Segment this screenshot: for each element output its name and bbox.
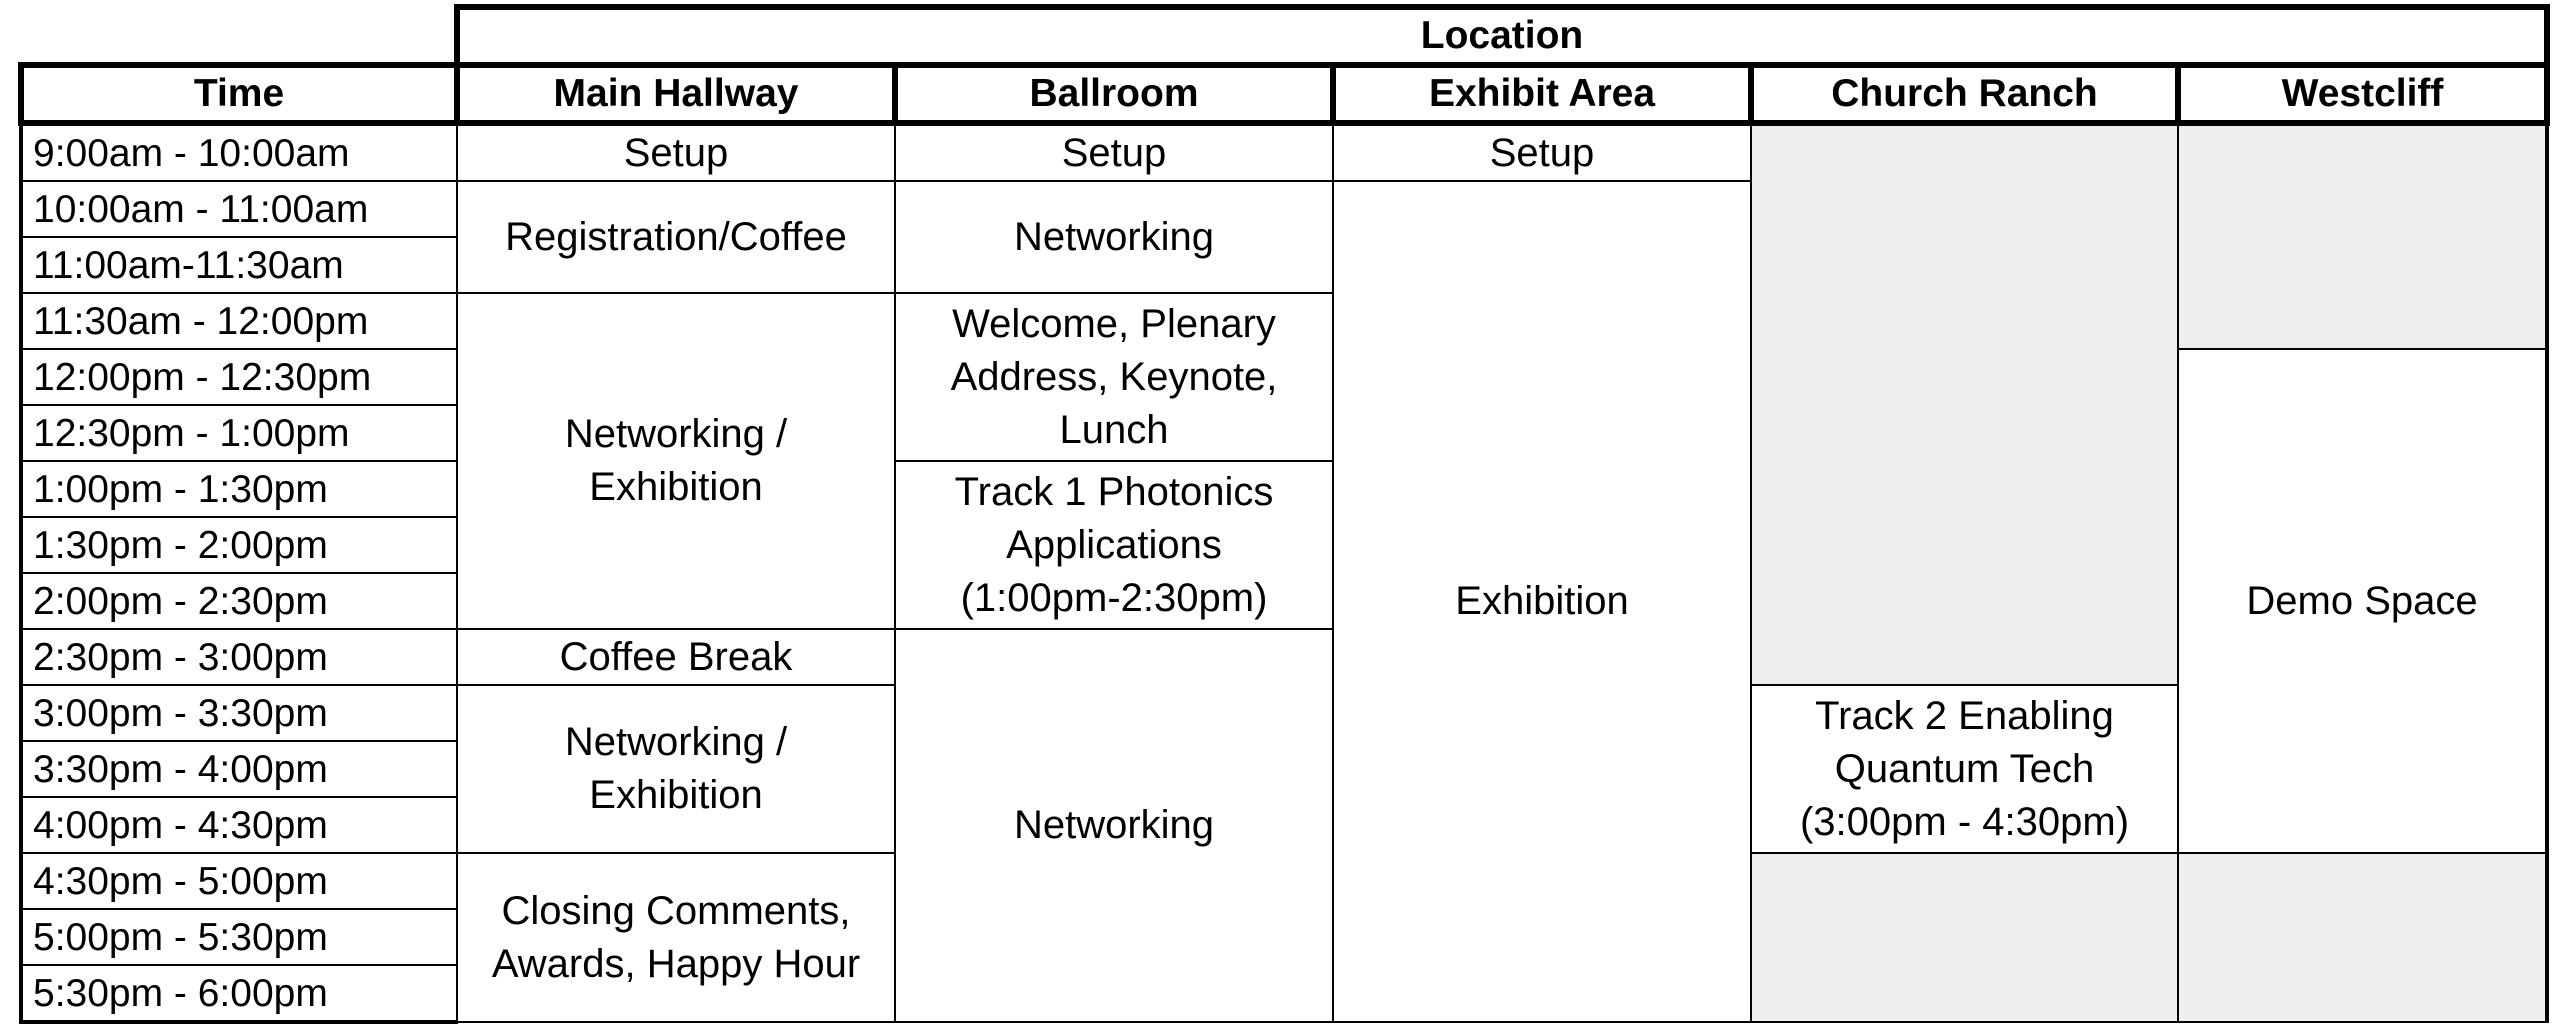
time-cell: 5:00pm - 5:30pm: [21, 909, 457, 965]
ballroom-header: Ballroom: [895, 65, 1333, 123]
time-cell: 3:30pm - 4:00pm: [21, 741, 457, 797]
westcliff-unused-top: [2178, 123, 2547, 349]
ballroom-track-1: [895, 461, 1333, 629]
time-cell: 11:00am-11:30am: [21, 237, 457, 293]
table-row: [21, 123, 2547, 181]
event-label: Networking / Exhibition: [564, 720, 788, 817]
time-cell: 1:00pm - 1:30pm: [21, 461, 457, 517]
exhibit-area-header: Exhibit Area: [1333, 65, 1751, 123]
ballroom-networking-afternoon: [895, 629, 1333, 1022]
church-ranch-header: Church Ranch: [1751, 65, 2178, 123]
time-cell: 4:00pm - 4:30pm: [21, 797, 457, 853]
exhibit-area-exhibition: [1333, 181, 1751, 1022]
time-cell: 10:00am - 11:00am: [21, 181, 457, 237]
main-hallway-closing: [457, 853, 895, 1022]
time-cell: 2:30pm - 3:00pm: [21, 629, 457, 685]
location-header: Location: [457, 7, 2547, 65]
westcliff-header: Westcliff: [2178, 65, 2547, 123]
event-label: Closing Comments, Awards, Happy Hour: [491, 888, 861, 986]
header-row-location: [21, 7, 2547, 65]
event-label: Networking / Exhibition: [564, 412, 788, 509]
time-cell: 12:00pm - 12:30pm: [21, 349, 457, 405]
time-cell: 11:30am - 12:00pm: [21, 293, 457, 349]
event-label: Networking: [1013, 803, 1215, 847]
header-row-columns: [21, 65, 2547, 123]
time-cell: 2:00pm - 2:30pm: [21, 573, 457, 629]
time-cell: 12:30pm - 1:00pm: [21, 405, 457, 461]
exhibit-area-setup: Setup: [1333, 123, 1751, 181]
ballroom-setup: Setup: [895, 123, 1333, 181]
church-ranch-unused-bottom: [1751, 853, 2178, 1022]
main-hallway-setup: Setup: [457, 123, 895, 181]
ballroom-networking-morning: [895, 181, 1333, 293]
corner-cell: [21, 7, 457, 65]
time-header: Time: [21, 65, 457, 123]
main-hallway-coffee-break: Coffee Break: [457, 629, 895, 685]
event-label: Track 1 Photonics Applications (1:00pm-2:30pm): [954, 469, 1274, 620]
main-hallway-networking-midday: [457, 293, 895, 629]
main-hallway-header: Main Hallway: [457, 65, 895, 123]
event-label: Welcome, Plenary Address, Keynote, Lunch: [950, 301, 1278, 452]
westcliff-demo-space: [2178, 349, 2547, 853]
time-cell: 4:30pm - 5:00pm: [21, 853, 457, 909]
event-label: Registration/Coffee: [505, 214, 847, 259]
time-cell: 3:00pm - 3:30pm: [21, 685, 457, 741]
westcliff-unused-bottom: [2178, 853, 2547, 1022]
church-ranch-unused-top: [1751, 123, 2178, 685]
schedule-table: [18, 4, 2550, 1024]
event-label: Demo Space: [2246, 578, 2478, 623]
time-cell: 5:30pm - 6:00pm: [21, 965, 457, 1022]
main-hallway-registration: [457, 181, 895, 293]
ballroom-welcome: [895, 293, 1333, 461]
main-hallway-networking-afternoon: [457, 685, 895, 853]
time-cell: 9:00am - 10:00am: [21, 123, 457, 181]
time-cell: 1:30pm - 2:00pm: [21, 517, 457, 573]
event-label: Networking: [1013, 214, 1215, 259]
event-label: Exhibition: [1455, 579, 1629, 623]
church-ranch-track-2: [1751, 685, 2178, 853]
event-label: Track 2 Enabling Quantum Tech (3:00pm - 4:30pm): [1799, 693, 2130, 844]
